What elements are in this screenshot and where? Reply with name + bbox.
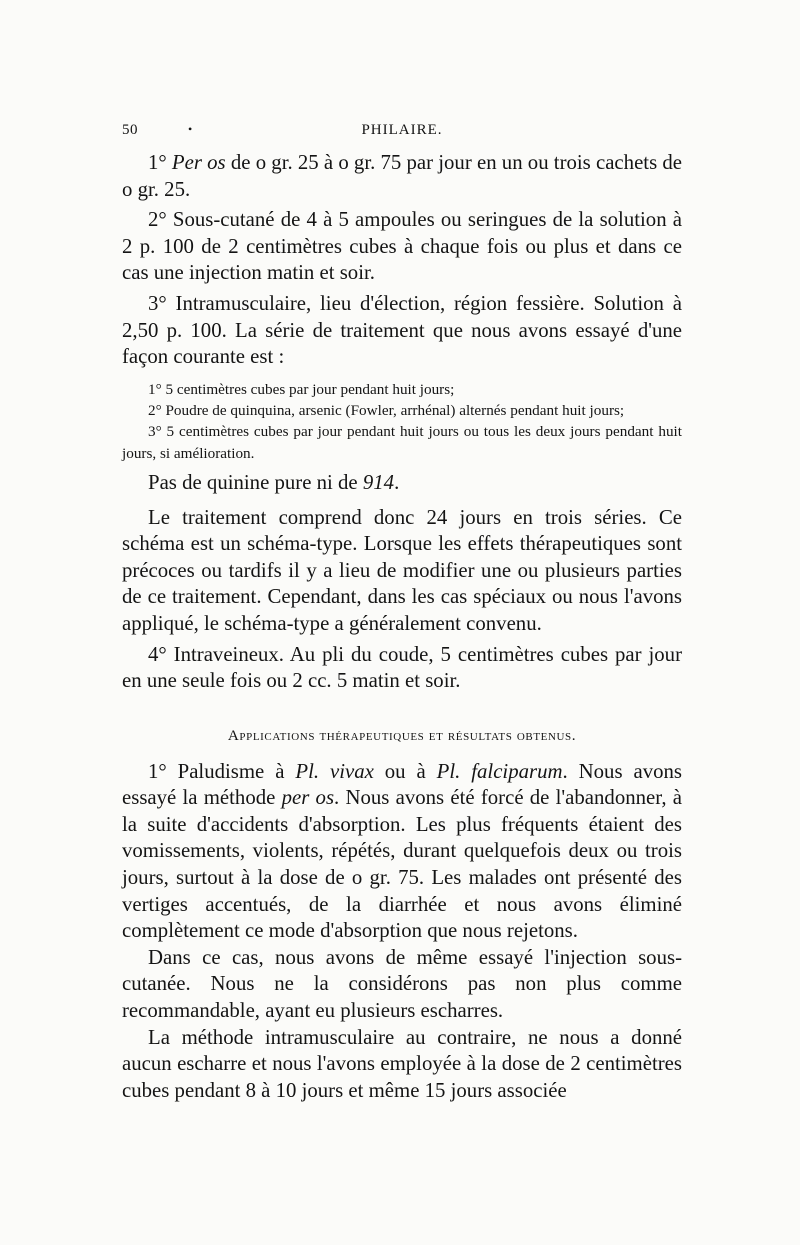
paragraph-intraveineux: 4° Intraveineux. Au pli du coude, 5 centimètres cubes par jour en une seule fois ou 2 cc. 5 matin et soir. bbox=[122, 642, 682, 693]
italic-per-os: Per os bbox=[171, 151, 226, 174]
running-title: PHILAIRE. bbox=[361, 122, 443, 138]
small-item-2: 2° Poudre de quinquina, arsenic (Fowler, arrhénal) alternés pendant huit jours; bbox=[148, 402, 625, 420]
italic-pl-falciparum: Pl. falciparum bbox=[436, 759, 563, 783]
paragraph-paludisme: 1° Paludisme à Pl. vivax ou à Pl. falciparum. Nous avons essayé la méthode per os. Nous avons été forcé de l'abandonner, à la suite d'accidents d'absorption. Les plus fréquents étaient des vomissements, violents, répétés, durant quelquefois deux ou trois jours, surtout à la dose de o gr. 75. Les malades ont présenté des vertiges accentués, de la diarrhée et nous avons éliminé complètement ce mode d'absorption que nous rejetons. bbox=[122, 759, 682, 943]
small-item-1: 1° 5 centimètres cubes par jour pendant huit jours; bbox=[148, 380, 455, 398]
section-heading: Applications thérapeutiques et résultats obtenus. bbox=[227, 726, 577, 744]
paragraph-per-os: 1° Per os de o gr. 25 à o gr. 75 par jour en un ou trois cachets de o gr. 25. bbox=[122, 151, 683, 201]
page-body bbox=[122, 150, 682, 1104]
italic-pl-vivax: Pl. vivax bbox=[295, 759, 374, 783]
paragraph-quinine: Pas de quinine pure ni de 914. bbox=[148, 470, 400, 494]
italic-914: 914 bbox=[362, 470, 395, 494]
italic-per-os-2: per os bbox=[281, 786, 335, 810]
running-header bbox=[122, 122, 682, 146]
paragraph-sous-cutanee: Dans ce cas, nous avons de même essayé l'injection sous-cutanée. Nous ne la considérons pas non plus comme recommandable, ayant eu plusieurs escharres. bbox=[122, 945, 682, 1023]
page-number: 50 bbox=[122, 122, 138, 138]
paragraph-traitement: Le traitement comprend donc 24 jours en trois séries. Ce schéma est un schéma-type. Lorsque les effets thérapeutiques sont précoces ou tardifs il y a lieu de modifier une ou plusieurs parties de ce traitement. Cependant, dans les cas spéciaux ou nous l'avons appliqué, le schéma-type a généralement convenu. bbox=[122, 505, 682, 635]
paragraph-intramusculaire: 3° Intramusculaire, lieu d'élection, région fessière. Solution à 2,50 p. 100. La série de traitement que nous avons essayé d'une façon courante est : bbox=[122, 291, 682, 369]
small-item-3: 3° 5 centimètres cubes par jour pendant huit jours ou tous les deux jours pendant huit jours, si amélioration. bbox=[122, 423, 682, 462]
paragraph-intramusculaire-resultat: La méthode intramusculaire au contraire, ne nous a donné aucun escharre et nous l'avons employée à la dose de 2 centimètres cubes pendant 8 à 10 jours et même 15 jours associée bbox=[122, 1025, 682, 1102]
header-mark: • bbox=[188, 122, 193, 136]
paragraph-sous-cutane: 2° Sous-cutané de 4 à 5 ampoules ou seringues de la solution à 2 p. 100 de 2 centimètres cubes à chaque fois ou plus et dans ce cas une injection matin et soir. bbox=[122, 208, 682, 285]
